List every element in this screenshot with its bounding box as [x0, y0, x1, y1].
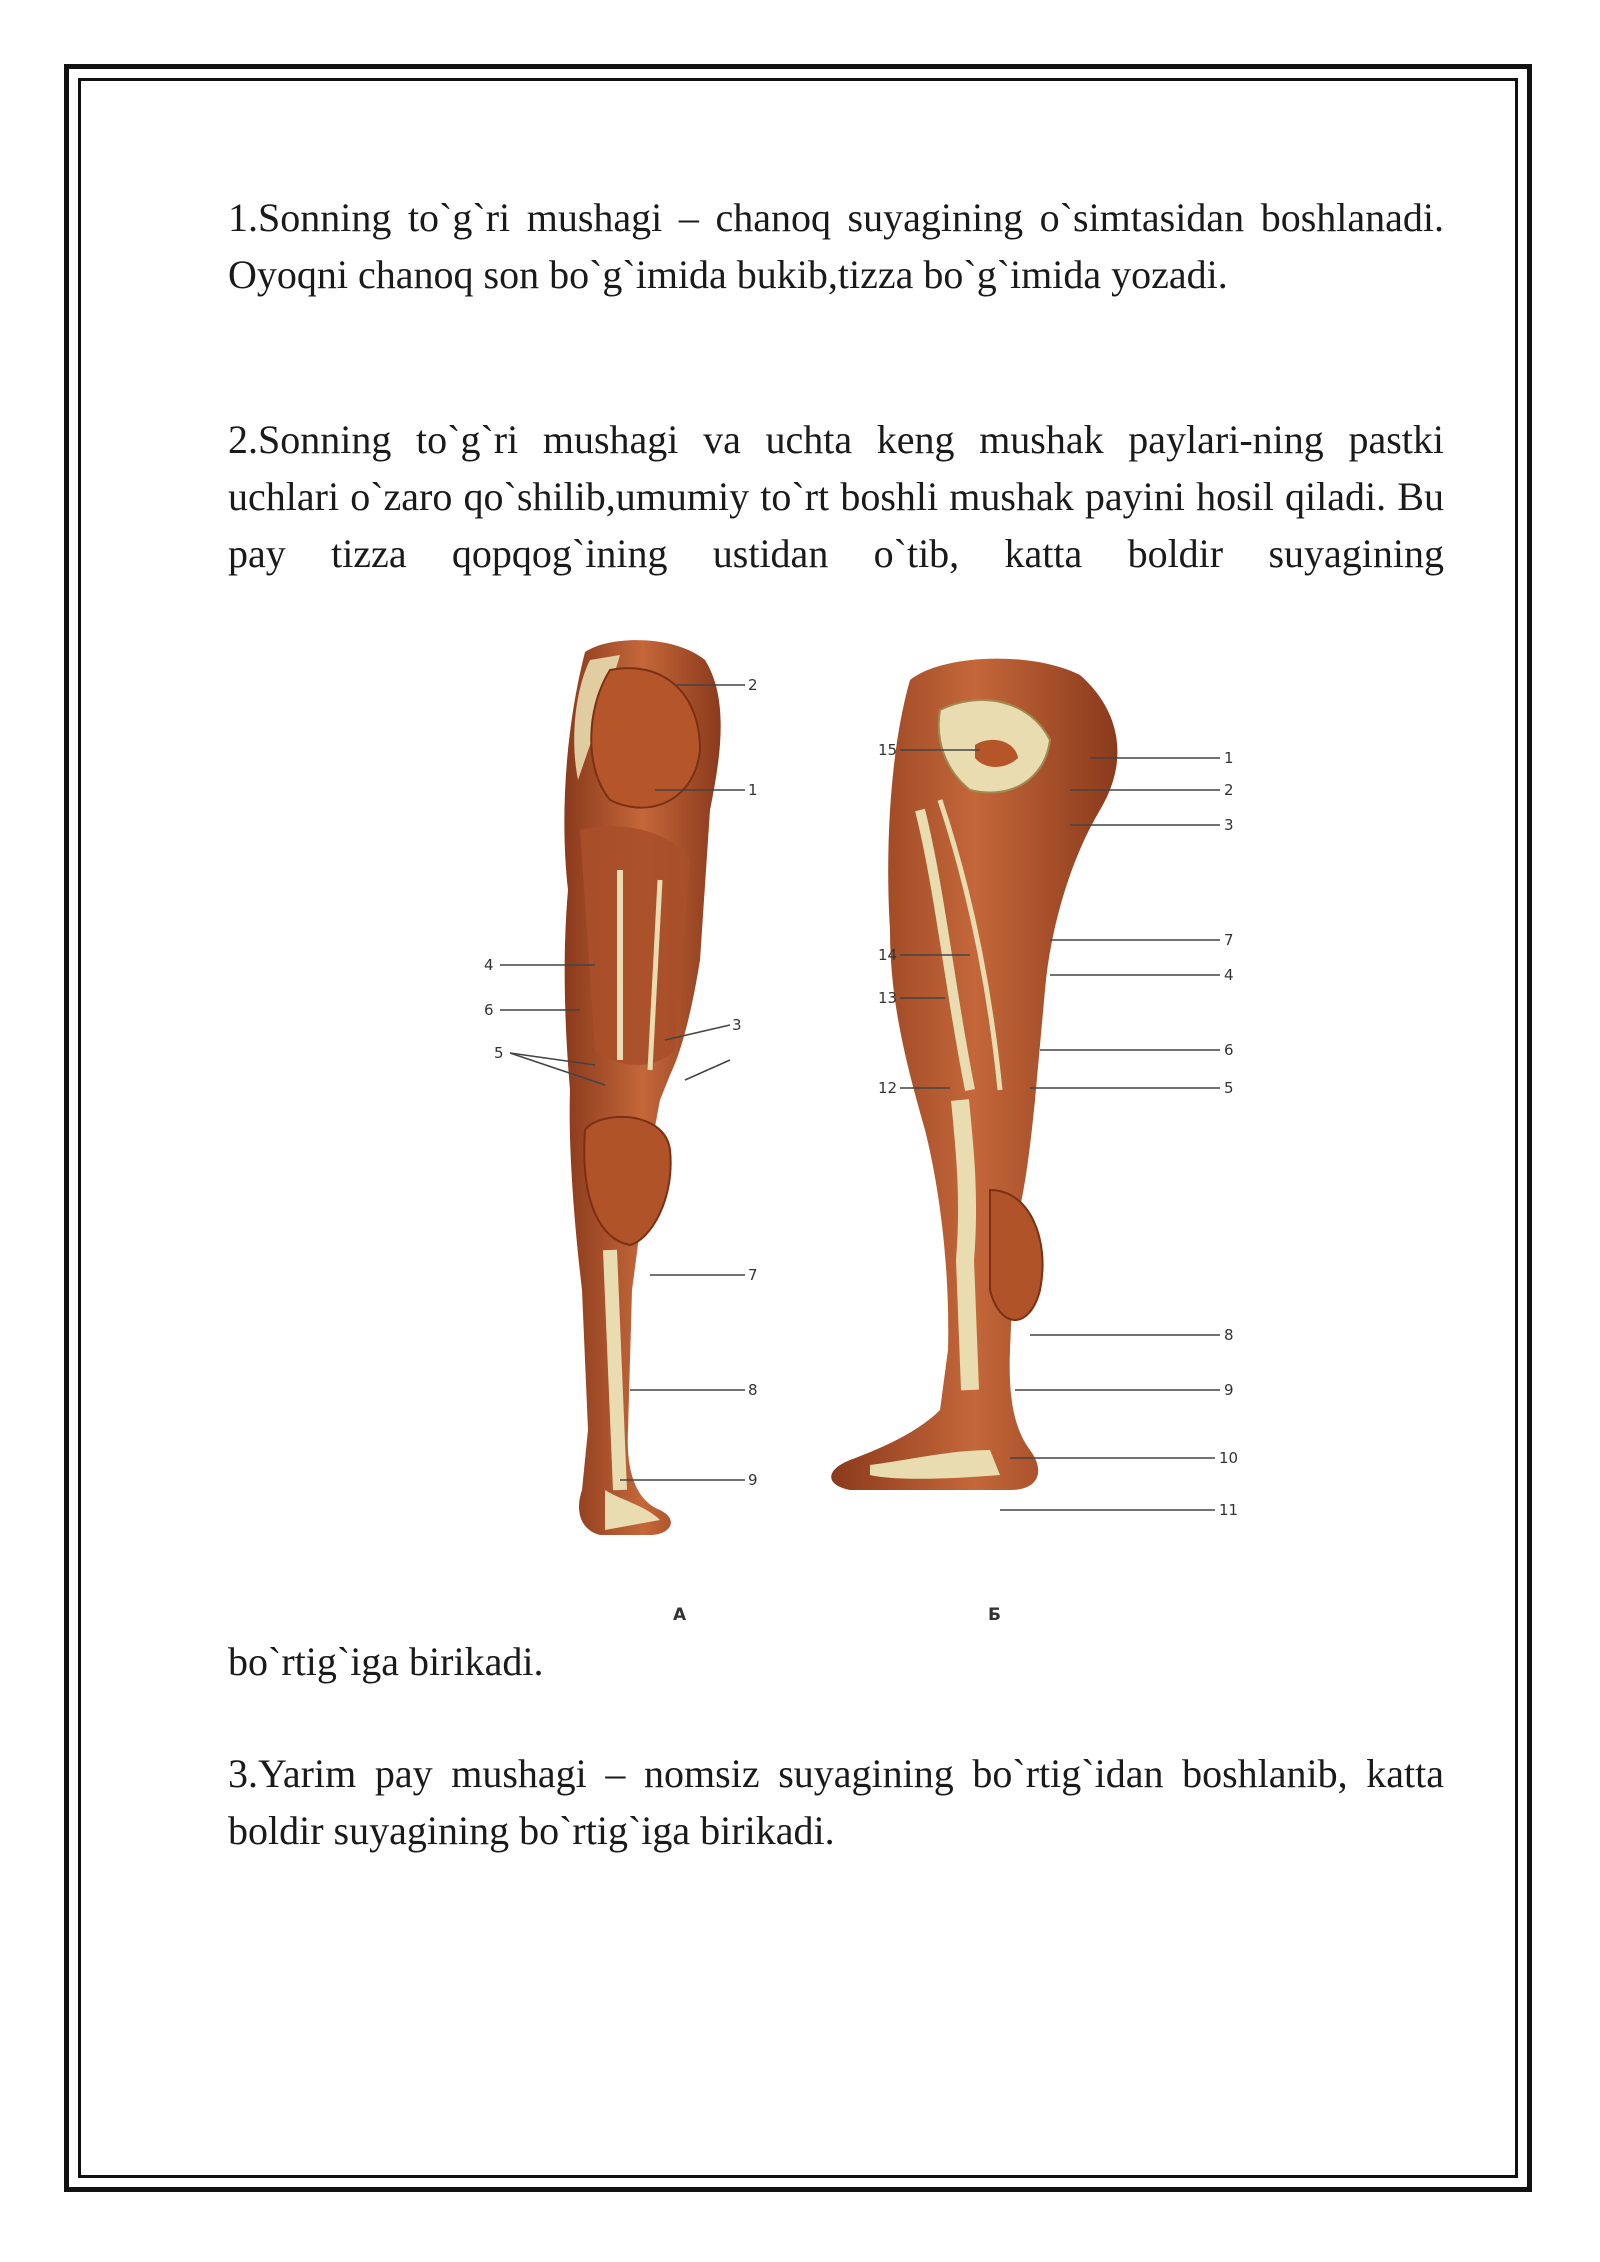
- panel-b-label: 12: [878, 1079, 898, 1097]
- panel-a-label: 7: [748, 1266, 758, 1284]
- paragraph-3: 3.Yarim pay mushagi – nomsiz suyagining bo`rtig`idan boshlanib, katta boldir suyagining bo`rtig`iga birikadi.: [228, 1751, 1444, 1853]
- panel-b-label: 3: [1224, 816, 1234, 834]
- panel-b-label: 11: [1219, 1501, 1239, 1519]
- panel-b-label: 14: [878, 946, 898, 964]
- panel-b-label: 15: [878, 741, 898, 759]
- leg-muscles-illustration: [470, 630, 1270, 1630]
- panel-b-label: 1: [1224, 749, 1234, 767]
- panel-a-label: 8: [748, 1381, 758, 1399]
- panel-b-label: 2: [1224, 781, 1234, 799]
- paragraph-1: 1.Sonning to`g`ri mushagi – chanoq suyagining o`simtasidan boshlanadi. Oyoqni chanoq son bo`g`imida bukib,tizza bo`g`imida yozadi.: [228, 195, 1444, 297]
- panel-a-caption: A: [673, 1605, 687, 1625]
- panel-a-label: 5: [494, 1044, 504, 1062]
- panel-b-label: 4: [1224, 966, 1234, 984]
- panel-b-caption: Б: [988, 1605, 1001, 1625]
- panel-a-label: 2: [748, 676, 758, 694]
- paragraph-2: 2.Sonning to`g`ri mushagi va uchta keng mushak paylari-ning pastki uchlari o`zaro qo`shilib,umumiy to`rt boshli mushak payini hosil qiladi. Bu pay tizza qopqog`ining ustidan o`tib, katta boldir suyagining: [228, 417, 1444, 576]
- panel-b-label: 13: [878, 989, 898, 1007]
- panel-b-leg: [831, 659, 1117, 1490]
- paragraph-2-continuation: bo`rtig`iga birikadi.: [228, 1639, 544, 1684]
- panel-b-label: 6: [1224, 1041, 1234, 1059]
- panel-a-label: 6: [484, 1001, 494, 1019]
- panel-b-label: 10: [1219, 1449, 1239, 1467]
- panel-b-label: 7: [1224, 931, 1234, 949]
- panel-b-label: 8: [1224, 1326, 1234, 1344]
- panel-a-label: 9: [748, 1471, 758, 1489]
- panel-a-leg: [564, 640, 720, 1535]
- leg-muscles-figure: [470, 630, 1270, 1630]
- panel-a-label: 3: [732, 1016, 742, 1034]
- panel-b-label: 5: [1224, 1079, 1234, 1097]
- panel-a-label: 4: [484, 956, 494, 974]
- panel-a-label: 1: [748, 781, 758, 799]
- panel-b-label: 9: [1224, 1381, 1234, 1399]
